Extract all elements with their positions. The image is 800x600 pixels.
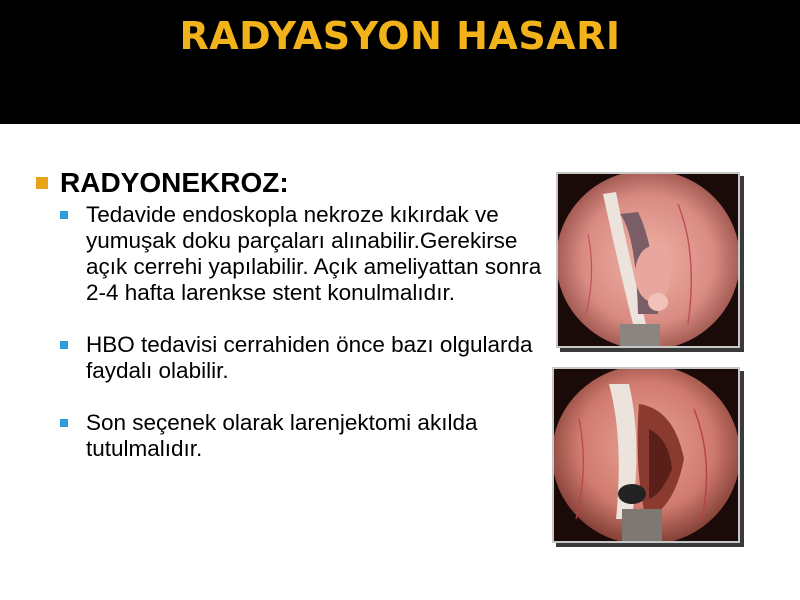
slide-content (30, 166, 550, 462)
bullet-list (30, 202, 550, 462)
heading-text: RADYONEKROZ: (60, 167, 289, 198)
square-bullet-icon (60, 419, 68, 427)
list-item (30, 410, 550, 462)
list-item-text: Tedavide endoskopla nekroze kıkırdak ve yumuşak doku parçaları alınabilir.Gerekirse açık cerrehi yapılabilir. Açık ameliyattan sonra 2-4 hafta larenkse stent konulmalıdır. (86, 202, 542, 305)
list-item-text: Son seçenek olarak larenjektomi akılda tutulmalıdır. (86, 410, 478, 461)
title-bar (0, 0, 800, 124)
square-bullet-icon (60, 341, 68, 349)
heading-bullet (30, 166, 550, 200)
endoscopy-photo-1 (556, 172, 740, 348)
list-item-text: HBO tedavisi cerrahiden önce bazı olgularda faydalı olabilir. (86, 332, 533, 383)
slide-title: RADYASYON HASARI (179, 14, 621, 58)
larynx-image-icon (554, 369, 738, 541)
list-item (30, 332, 550, 384)
square-bullet-icon (60, 211, 68, 219)
larynx-image-icon (558, 174, 738, 346)
square-bullet-icon (36, 177, 48, 189)
list-item (30, 202, 550, 306)
endoscopy-photo-2 (552, 367, 740, 543)
